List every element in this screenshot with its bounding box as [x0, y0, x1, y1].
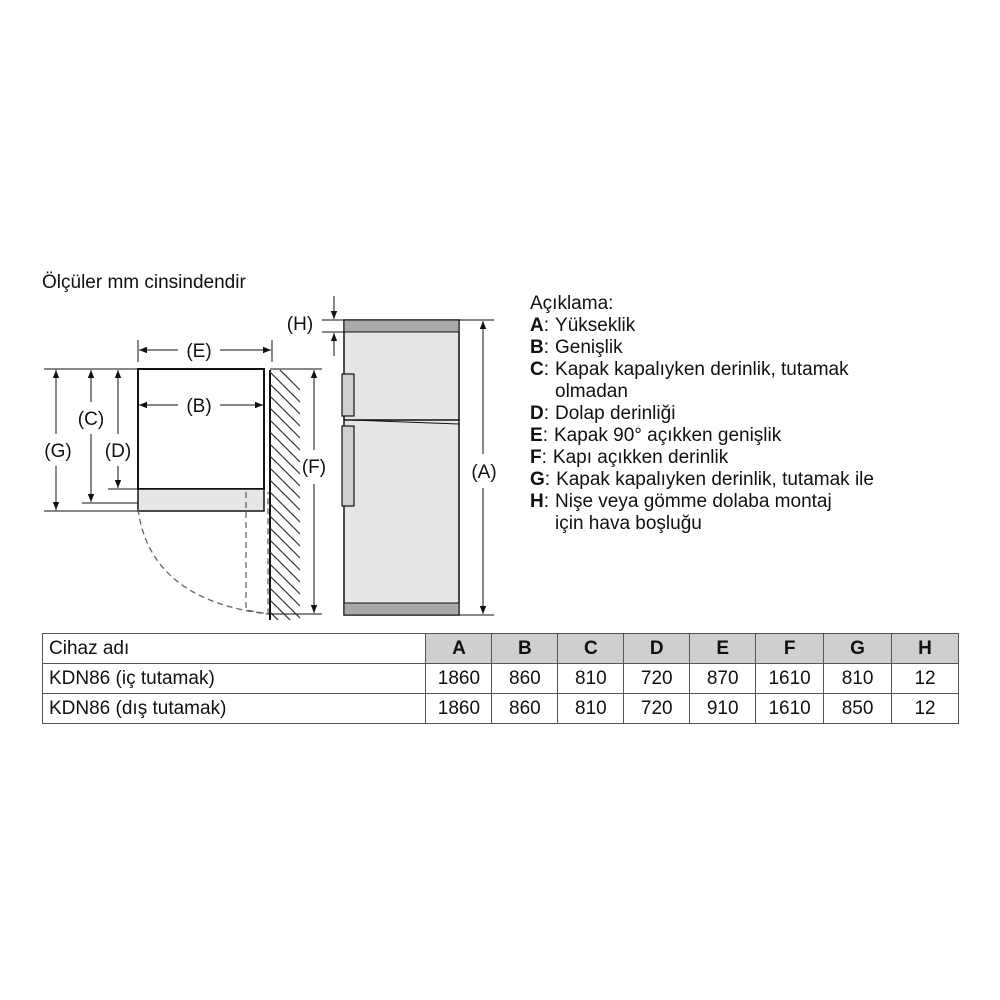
- label-d: (D): [104, 441, 132, 462]
- table-cell: 12: [892, 664, 959, 694]
- table-row: [43, 694, 959, 724]
- legend-item-g: G : Kapak kapalıyken derinlik, tutamak ile: [530, 469, 874, 490]
- label-h: (H): [286, 314, 314, 335]
- fridge-handle: [342, 426, 354, 506]
- table-cell: 810: [558, 664, 624, 694]
- table-cell: 720: [624, 664, 690, 694]
- table-cell: 850: [824, 694, 892, 724]
- label-c: (C): [77, 409, 105, 430]
- legend-item-h: H : Nişe veya gömme dolaba montaj için hava boşluğu: [530, 491, 832, 534]
- label-a: (A): [471, 462, 497, 483]
- side-view: [287, 296, 497, 615]
- table-cell: 720: [624, 694, 690, 724]
- legend-text: Dolap derinliği: [555, 403, 676, 424]
- column-header-c: C: [558, 634, 624, 664]
- table-cell: 810: [824, 664, 892, 694]
- cabinet-top-view: [138, 369, 264, 489]
- fridge-body: [344, 320, 459, 615]
- legend-item-d: D : Dolap derinliği: [530, 403, 676, 424]
- legend-text: Genişlik: [555, 337, 623, 358]
- table-cell: 860: [492, 664, 558, 694]
- device-name-cell: KDN86 (dış tutamak): [43, 694, 426, 724]
- wall-hatching: [270, 360, 300, 642]
- legend-heading: Açıklama:: [530, 293, 614, 314]
- door-closed: [138, 489, 264, 511]
- legend-text: olmadan: [555, 381, 628, 402]
- table-cell: 1860: [426, 664, 492, 694]
- freezer-handle: [342, 374, 354, 416]
- column-header-g: G: [824, 634, 892, 664]
- legend-key: F: [530, 447, 542, 468]
- column-header-a: A: [426, 634, 492, 664]
- legend-key: H: [530, 491, 544, 512]
- legend: [530, 293, 970, 535]
- legend-key: A: [530, 315, 544, 336]
- table-cell: 870: [690, 664, 756, 694]
- legend-item-e: E : Kapak 90° açıkken genişlik: [530, 425, 782, 446]
- table-cell: 810: [558, 694, 624, 724]
- legend-key: B: [530, 337, 544, 358]
- top-view: [44, 340, 326, 642]
- legend-text: Kapı açıkken derinlik: [552, 447, 729, 468]
- column-header-h: H: [892, 634, 959, 664]
- legend-item-b: B : Genişlik: [530, 337, 623, 358]
- label-b: (B): [186, 396, 212, 417]
- legend-key: C: [530, 359, 544, 380]
- legend-text: Kapak kapalıyken derinlik, tutamak ile: [556, 469, 874, 490]
- label-f: (F): [301, 457, 327, 478]
- table-cell: 1610: [756, 694, 824, 724]
- table-cell: 860: [492, 694, 558, 724]
- column-header-f: F: [756, 634, 824, 664]
- legend-item-a: A : Yükseklik: [530, 315, 636, 336]
- column-header-e: E: [690, 634, 756, 664]
- label-e: (E): [186, 341, 212, 362]
- legend-key: G: [530, 469, 545, 490]
- legend-text: için hava boşluğu: [555, 513, 702, 534]
- table-cell: 12: [892, 694, 959, 724]
- page-title: Ölçüler mm cinsindendir: [42, 272, 246, 293]
- fridge-top-band: [344, 320, 459, 332]
- device-name-cell: KDN86 (iç tutamak): [43, 664, 426, 694]
- table-cell: 1860: [426, 694, 492, 724]
- label-g: (G): [44, 441, 72, 462]
- door-swing-arc: [138, 509, 268, 614]
- legend-text: Yükseklik: [555, 315, 636, 336]
- fridge-bottom-band: [344, 603, 459, 615]
- dimensions-table: [42, 633, 959, 724]
- column-header-name: Cihaz adı: [43, 634, 426, 664]
- table-cell: 1610: [756, 664, 824, 694]
- legend-key: D: [530, 403, 544, 424]
- legend-item-f: F : Kapı açıkken derinlik: [530, 447, 729, 468]
- table-cell: 910: [690, 694, 756, 724]
- column-header-b: B: [492, 634, 558, 664]
- legend-item-c: C : Kapak kapalıyken derinlik, tutamak olmadan: [530, 359, 849, 402]
- legend-text: Nişe veya gömme dolaba montaj: [555, 491, 832, 512]
- legend-key: E: [530, 425, 543, 446]
- table-row: [43, 664, 959, 694]
- legend-text: Kapak 90° açıkken genişlik: [553, 425, 782, 446]
- table-header-row: [43, 634, 959, 664]
- column-header-d: D: [624, 634, 690, 664]
- legend-text: Kapak kapalıyken derinlik, tutamak: [555, 359, 849, 380]
